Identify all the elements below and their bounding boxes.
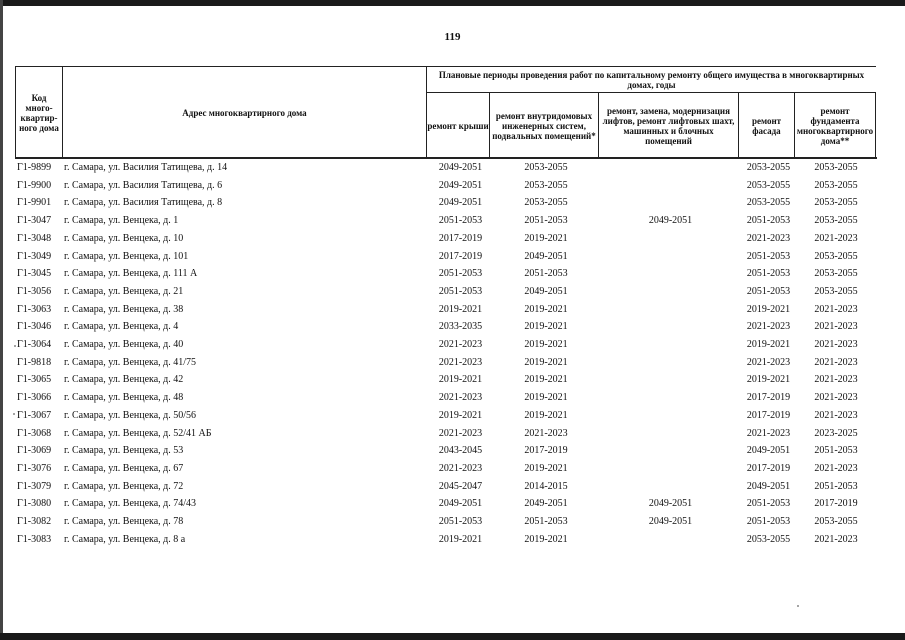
row-roof: 2019-2021 xyxy=(438,303,483,315)
row-roof: 2019-2021 xyxy=(438,409,483,421)
row-address: г. Самара, ул. Венцека, д. 53 xyxy=(64,445,184,457)
row-roof: 2021-2023 xyxy=(438,339,483,350)
row-facade: 2053-2055 xyxy=(746,179,791,191)
row-facade: 2051-2053 xyxy=(746,498,791,510)
table-row xyxy=(17,388,874,407)
table-row xyxy=(17,406,874,425)
table-row xyxy=(17,176,874,195)
row-roof: 2051-2053 xyxy=(438,516,483,527)
row-foundation: 2021-2023 xyxy=(814,321,858,333)
row-roof: 2017-2019 xyxy=(438,250,483,262)
row-systems: 2019-2021 xyxy=(524,303,568,315)
table-row xyxy=(17,477,874,496)
row-systems: 2019-2021 xyxy=(524,356,568,368)
row-address: г. Самара, ул. Венцека, д. 10 xyxy=(64,232,184,244)
row-systems: 2019-2021 xyxy=(524,392,568,404)
row-foundation: 2021-2023 xyxy=(814,409,858,421)
row-roof: 2021-2023 xyxy=(438,427,483,439)
table-row xyxy=(17,494,874,513)
row-roof: 2049-2051 xyxy=(438,179,483,191)
row-roof: 2033-2035 xyxy=(438,321,483,333)
row-foundation: 2021-2023 xyxy=(814,374,858,386)
row-facade: 2051-2053 xyxy=(746,268,791,280)
table-row xyxy=(17,424,874,443)
row-foundation: 2021-2023 xyxy=(814,533,858,545)
table-row xyxy=(17,441,874,460)
row-systems: 2051-2053 xyxy=(524,268,568,280)
table-row xyxy=(17,229,874,248)
row-address: г. Самара, ул. Венцека, д. 8 а xyxy=(64,533,186,545)
header-lifts: ремонт, замена, модернизация лифтов, ремонт лифтовых шахт, машинных и блочных помещений xyxy=(598,92,738,158)
row-facade: 2049-2051 xyxy=(746,445,791,457)
row-roof: 2043-2045 xyxy=(438,445,483,457)
row-code: Г1-9818 xyxy=(17,356,52,368)
page-number: 119 xyxy=(444,31,461,43)
table-row xyxy=(17,247,874,266)
row-systems: 2049-2051 xyxy=(524,285,568,297)
row-lifts: 2049-2051 xyxy=(648,498,693,510)
row-foundation: 2053-2055 xyxy=(814,285,858,297)
row-address: г. Самара, ул. Венцека, д. 38 xyxy=(64,303,184,315)
row-code: Г1-3080 xyxy=(17,498,52,510)
row-code: Г1-9899 xyxy=(17,162,52,173)
row-code: Г1-3068 xyxy=(17,427,52,439)
row-systems: 2051-2053 xyxy=(524,215,568,227)
row-code: Г1-3063 xyxy=(17,303,52,315)
scan-border-top xyxy=(0,0,905,6)
scan-speck xyxy=(13,413,15,415)
row-address: г. Самара, ул. Венцека, д. 67 xyxy=(64,462,184,474)
row-foundation: 2053-2055 xyxy=(814,250,858,262)
row-systems: 2019-2021 xyxy=(524,232,568,244)
row-address: г. Самара, ул. Венцека, д. 50/56 xyxy=(64,409,197,421)
row-code: Г1-3066 xyxy=(17,392,52,404)
row-roof: 2051-2053 xyxy=(438,268,483,280)
row-foundation: 2053-2055 xyxy=(814,516,858,527)
row-facade: 2019-2021 xyxy=(746,303,791,315)
row-facade: 2017-2019 xyxy=(746,462,791,474)
row-address: г. Самара, ул. Венцека, д. 42 xyxy=(64,374,184,386)
header-systems: ремонт внутридомовых инженерных систем, подвальных помещений* xyxy=(489,92,598,158)
row-foundation: 2023-2025 xyxy=(814,427,858,439)
row-address: г. Самара, ул. Венцека, д. 52/41 АБ xyxy=(64,427,212,439)
table-row xyxy=(17,459,874,478)
row-foundation: 2053-2055 xyxy=(814,268,858,280)
table-row xyxy=(17,512,874,531)
row-address: г. Самара, ул. Венцека, д. 111 А xyxy=(64,268,198,280)
row-foundation: 2053-2055 xyxy=(814,215,858,227)
scan-border-left xyxy=(0,0,3,640)
row-address: г. Самара, ул. Венцека, д. 101 xyxy=(64,250,189,262)
row-roof: 2021-2023 xyxy=(438,392,483,404)
table-row xyxy=(17,370,874,389)
row-roof: 2019-2021 xyxy=(438,374,483,386)
row-systems: 2051-2053 xyxy=(524,516,568,527)
row-foundation: 2021-2023 xyxy=(814,303,858,315)
table-row xyxy=(17,264,874,283)
row-lifts: 2049-2051 xyxy=(648,516,693,527)
row-address: г. Самара, ул. Венцека, д. 48 xyxy=(64,392,184,404)
row-facade: 2017-2019 xyxy=(746,409,791,421)
row-foundation: 2051-2053 xyxy=(814,480,858,492)
row-roof: 2049-2051 xyxy=(438,197,483,209)
row-facade: 2053-2055 xyxy=(746,533,791,545)
row-systems: 2053-2055 xyxy=(524,162,568,173)
row-code: Г1-3049 xyxy=(17,250,52,262)
row-foundation: 2053-2055 xyxy=(814,197,858,209)
row-address: г. Самара, ул. Венцека, д. 1 xyxy=(64,215,179,227)
row-facade: 2051-2053 xyxy=(746,516,791,527)
row-foundation: 2017-2019 xyxy=(814,498,858,510)
row-foundation: 2021-2023 xyxy=(814,392,858,404)
table-row xyxy=(17,158,874,177)
row-code: Г1-3076 xyxy=(17,462,52,474)
row-facade: 2019-2021 xyxy=(746,339,791,350)
header-facade: ремонт фасада xyxy=(738,92,794,158)
row-address: г. Самара, ул. Венцека, д. 74/43 xyxy=(64,498,197,510)
table-row xyxy=(17,335,874,354)
row-address: г. Самара, ул. Венцека, д. 72 xyxy=(64,480,184,492)
row-facade: 2049-2051 xyxy=(746,480,791,492)
row-systems: 2019-2021 xyxy=(524,409,568,421)
row-code: Г1-3083 xyxy=(17,533,52,545)
row-roof: 2049-2051 xyxy=(438,498,483,510)
row-facade: 2021-2023 xyxy=(746,232,791,244)
row-facade: 2051-2053 xyxy=(746,215,791,227)
row-facade: 2019-2021 xyxy=(746,374,791,386)
row-facade: 2053-2055 xyxy=(746,162,791,173)
table-row xyxy=(17,353,874,372)
row-address: г. Самара, ул. Венцека, д. 78 xyxy=(64,516,184,527)
table-row xyxy=(17,282,874,301)
row-systems: 2019-2021 xyxy=(524,462,568,474)
row-code: Г1-3069 xyxy=(17,445,52,457)
row-code: Г1-3047 xyxy=(17,215,52,227)
row-code: Г1-3046 xyxy=(17,321,52,333)
row-foundation: 2053-2055 xyxy=(814,179,858,191)
row-foundation: 2021-2023 xyxy=(814,356,858,368)
row-address: г. Самара, ул. Венцека, д. 4 xyxy=(64,321,179,333)
table-row xyxy=(17,193,874,212)
row-address: г. Самара, ул. Василия Татищева, д. 8 xyxy=(64,197,223,209)
row-code: Г1-3048 xyxy=(17,232,52,244)
table-row xyxy=(17,300,874,319)
row-facade: 2021-2023 xyxy=(746,427,791,439)
row-code: Г1-3067 xyxy=(17,409,52,421)
row-roof: 2051-2053 xyxy=(438,285,483,297)
row-code: Г1-3045 xyxy=(17,268,52,280)
table-row xyxy=(17,317,874,336)
row-code: Г1-3079 xyxy=(17,480,52,492)
header-periods-group: Плановые периоды проведения работ по капитальному ремонту общего имущества в многоквартирных домах, годы xyxy=(426,66,876,92)
row-systems: 2019-2021 xyxy=(524,374,568,386)
row-systems: 2049-2051 xyxy=(524,250,568,262)
row-roof: 2019-2021 xyxy=(438,533,483,545)
row-roof: 2017-2019 xyxy=(438,232,483,244)
row-code: Г1-3056 xyxy=(17,285,52,297)
row-systems: 2053-2055 xyxy=(524,197,568,209)
row-systems: 2021-2023 xyxy=(524,427,568,439)
row-roof: 2021-2023 xyxy=(438,356,483,368)
table-row xyxy=(17,530,874,549)
row-facade: 2051-2053 xyxy=(746,250,791,262)
table-row xyxy=(17,211,874,230)
row-systems: 2017-2019 xyxy=(524,445,568,457)
row-code: Г1-9900 xyxy=(17,179,52,191)
row-systems: 2019-2021 xyxy=(524,533,568,545)
scan-speck xyxy=(797,605,799,607)
row-foundation: 2021-2023 xyxy=(814,232,858,244)
row-foundation: 2021-2023 xyxy=(814,339,858,350)
row-facade: 2017-2019 xyxy=(746,392,791,404)
row-address: г. Самара, ул. Василия Татищева, д. 6 xyxy=(64,179,223,191)
row-address: г. Самара, ул. Венцека, д. 21 xyxy=(64,285,184,297)
row-systems: 2014-2015 xyxy=(524,480,568,492)
row-foundation: 2021-2023 xyxy=(814,462,858,474)
row-roof: 2045-2047 xyxy=(438,480,483,492)
row-foundation: 2053-2055 xyxy=(814,162,858,173)
header-roof: ремонт крыши xyxy=(426,92,489,158)
row-foundation: 2051-2053 xyxy=(814,445,858,457)
scan-speck xyxy=(14,345,16,347)
row-code: Г1-3082 xyxy=(17,516,52,527)
row-address: г. Самара, ул. Венцека, д. 41/75 xyxy=(64,356,197,368)
row-address: г. Самара, ул. Василия Татищева, д. 14 xyxy=(64,162,228,173)
header-foundation: ремонт фундамента многоквартирного дома** xyxy=(794,92,876,158)
header-code: Код много-квартир-ного дома xyxy=(15,66,62,158)
row-lifts: 2049-2051 xyxy=(648,215,693,227)
row-code: Г1-9901 xyxy=(17,197,52,209)
scan-border-bottom xyxy=(0,633,905,640)
row-roof: 2051-2053 xyxy=(438,215,483,227)
row-facade: 2053-2055 xyxy=(746,197,791,209)
row-systems: 2053-2055 xyxy=(524,179,568,191)
row-code: Г1-3065 xyxy=(17,374,52,386)
header-address: Адрес многоквартирного дома xyxy=(62,66,426,158)
row-roof: 2049-2051 xyxy=(438,162,483,173)
row-systems: 2019-2021 xyxy=(524,339,568,350)
row-facade: 2021-2023 xyxy=(746,321,791,333)
row-roof: 2021-2023 xyxy=(438,462,483,474)
row-address: г. Самара, ул. Венцека, д. 40 xyxy=(64,339,184,350)
row-facade: 2021-2023 xyxy=(746,356,791,368)
row-systems: 2019-2021 xyxy=(524,321,568,333)
row-code: Г1-3064 xyxy=(17,339,52,350)
row-systems: 2049-2051 xyxy=(524,498,568,510)
row-facade: 2051-2053 xyxy=(746,285,791,297)
